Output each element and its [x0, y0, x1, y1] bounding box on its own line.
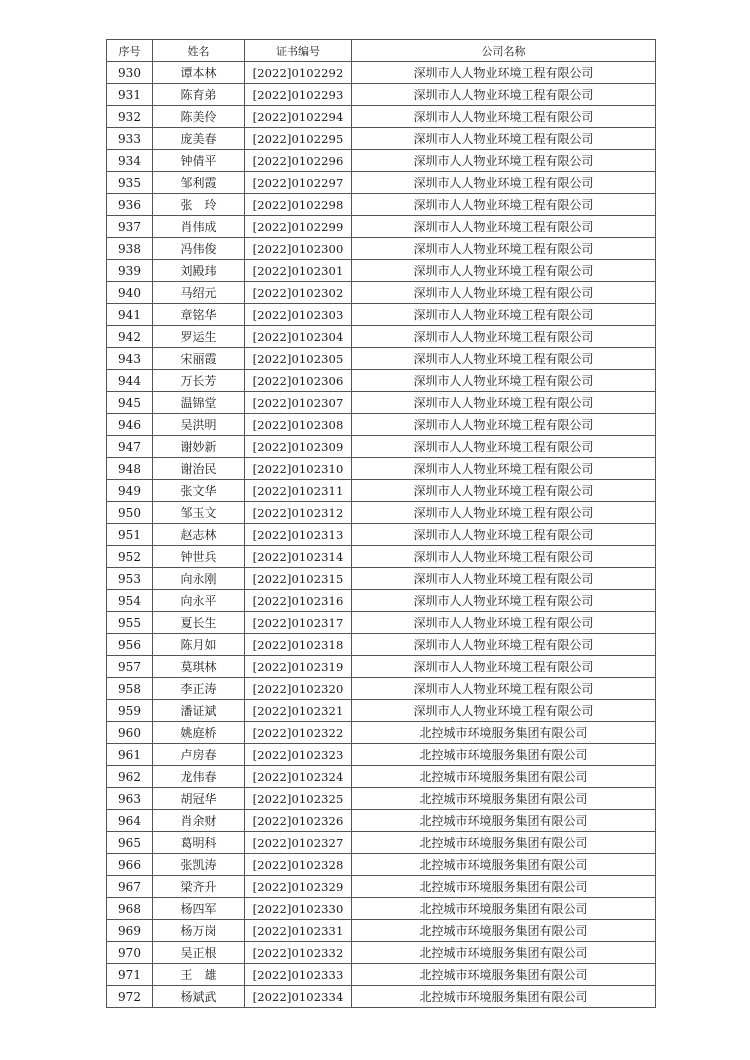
seq-cell: 965: [107, 832, 153, 854]
company-cell: 深圳市人人物业环境工程有限公司: [352, 590, 656, 612]
table-row: [107, 590, 656, 612]
name-cell: 宋丽霞: [153, 348, 245, 370]
table-row: [107, 700, 656, 722]
seq-cell: 931: [107, 84, 153, 106]
company-cell: 北控城市环境服务集团有限公司: [352, 920, 656, 942]
company-cell: 深圳市人人物业环境工程有限公司: [352, 546, 656, 568]
cert-number-cell: [2022]0102324: [245, 766, 352, 788]
table-row: [107, 722, 656, 744]
table-row: [107, 150, 656, 172]
cert-number-cell: [2022]0102300: [245, 238, 352, 260]
seq-cell: 947: [107, 436, 153, 458]
seq-cell: 946: [107, 414, 153, 436]
cert-number-cell: [2022]0102334: [245, 986, 352, 1008]
cert-number-cell: [2022]0102296: [245, 150, 352, 172]
company-cell: 深圳市人人物业环境工程有限公司: [352, 656, 656, 678]
company-cell: 深圳市人人物业环境工程有限公司: [352, 502, 656, 524]
name-cell: 梁齐升: [153, 876, 245, 898]
certificate-roster-table: [106, 39, 656, 1008]
table-row: [107, 282, 656, 304]
name-cell: 潘证斌: [153, 700, 245, 722]
name-cell: 张 玲: [153, 194, 245, 216]
seq-cell: 968: [107, 898, 153, 920]
company-cell: 深圳市人人物业环境工程有限公司: [352, 216, 656, 238]
name-cell: 龙伟春: [153, 766, 245, 788]
table-row: [107, 810, 656, 832]
seq-cell: 963: [107, 788, 153, 810]
seq-cell: 950: [107, 502, 153, 524]
cert-number-cell: [2022]0102311: [245, 480, 352, 502]
seq-cell: 943: [107, 348, 153, 370]
seq-cell: 961: [107, 744, 153, 766]
table-row: [107, 216, 656, 238]
seq-cell: 971: [107, 964, 153, 986]
name-cell: 陈月如: [153, 634, 245, 656]
cert-number-cell: [2022]0102297: [245, 172, 352, 194]
name-cell: 张文华: [153, 480, 245, 502]
cert-number-cell: [2022]0102312: [245, 502, 352, 524]
cert-number-cell: [2022]0102328: [245, 854, 352, 876]
name-cell: 向永平: [153, 590, 245, 612]
seq-cell: 957: [107, 656, 153, 678]
name-cell: 万长芳: [153, 370, 245, 392]
name-cell: 赵志林: [153, 524, 245, 546]
cert-number-cell: [2022]0102322: [245, 722, 352, 744]
seq-cell: 959: [107, 700, 153, 722]
table-row: [107, 524, 656, 546]
company-cell: 深圳市人人物业环境工程有限公司: [352, 172, 656, 194]
table-row: [107, 128, 656, 150]
name-cell: 吴洪明: [153, 414, 245, 436]
table-row: [107, 106, 656, 128]
seq-cell: 942: [107, 326, 153, 348]
table-row: [107, 392, 656, 414]
company-cell: 深圳市人人物业环境工程有限公司: [352, 568, 656, 590]
seq-cell: 941: [107, 304, 153, 326]
seq-cell: 948: [107, 458, 153, 480]
table-row: [107, 656, 656, 678]
name-cell: 卢房春: [153, 744, 245, 766]
company-cell: 深圳市人人物业环境工程有限公司: [352, 304, 656, 326]
seq-cell: 960: [107, 722, 153, 744]
company-cell: 深圳市人人物业环境工程有限公司: [352, 348, 656, 370]
table-row: [107, 370, 656, 392]
cert-number-cell: [2022]0102294: [245, 106, 352, 128]
company-cell: 深圳市人人物业环境工程有限公司: [352, 282, 656, 304]
cert-number-cell: [2022]0102303: [245, 304, 352, 326]
name-cell: 夏长生: [153, 612, 245, 634]
cert-number-cell: [2022]0102308: [245, 414, 352, 436]
company-cell: 深圳市人人物业环境工程有限公司: [352, 62, 656, 84]
name-cell: 王 雄: [153, 964, 245, 986]
name-cell: 胡冠华: [153, 788, 245, 810]
seq-cell: 953: [107, 568, 153, 590]
table-row: [107, 414, 656, 436]
table-row: [107, 832, 656, 854]
cert-number-cell: [2022]0102302: [245, 282, 352, 304]
table-row: [107, 348, 656, 370]
name-cell: 冯伟俊: [153, 238, 245, 260]
seq-cell: 930: [107, 62, 153, 84]
cert-number-cell: [2022]0102295: [245, 128, 352, 150]
seq-cell: 932: [107, 106, 153, 128]
table-row: [107, 744, 656, 766]
company-cell: 深圳市人人物业环境工程有限公司: [352, 370, 656, 392]
company-cell: 北控城市环境服务集团有限公司: [352, 942, 656, 964]
company-cell: 北控城市环境服务集团有限公司: [352, 788, 656, 810]
table-row: [107, 766, 656, 788]
table-body: [107, 62, 656, 1008]
table-row: [107, 964, 656, 986]
seq-cell: 936: [107, 194, 153, 216]
name-cell: 谢妙新: [153, 436, 245, 458]
table-row: [107, 854, 656, 876]
name-cell: 温锦堂: [153, 392, 245, 414]
cert-number-cell: [2022]0102331: [245, 920, 352, 942]
cert-number-cell: [2022]0102316: [245, 590, 352, 612]
table-row: [107, 568, 656, 590]
name-cell: 钟倩平: [153, 150, 245, 172]
cert-number-cell: [2022]0102306: [245, 370, 352, 392]
company-cell: 深圳市人人物业环境工程有限公司: [352, 150, 656, 172]
cert-number-cell: [2022]0102333: [245, 964, 352, 986]
cert-number-cell: [2022]0102317: [245, 612, 352, 634]
company-cell: 深圳市人人物业环境工程有限公司: [352, 436, 656, 458]
table-row: [107, 62, 656, 84]
seq-cell: 939: [107, 260, 153, 282]
seq-cell: 966: [107, 854, 153, 876]
table-row: [107, 898, 656, 920]
table-row: [107, 678, 656, 700]
name-cell: 章铭华: [153, 304, 245, 326]
cert-number-cell: [2022]0102325: [245, 788, 352, 810]
table-row: [107, 634, 656, 656]
table-row: [107, 612, 656, 634]
company-cell: 深圳市人人物业环境工程有限公司: [352, 194, 656, 216]
name-cell: 张凯涛: [153, 854, 245, 876]
company-cell: 北控城市环境服务集团有限公司: [352, 810, 656, 832]
company-cell: 北控城市环境服务集团有限公司: [352, 832, 656, 854]
seq-cell: 935: [107, 172, 153, 194]
header-name: 姓名: [153, 40, 245, 62]
cert-number-cell: [2022]0102332: [245, 942, 352, 964]
seq-cell: 964: [107, 810, 153, 832]
company-cell: 北控城市环境服务集团有限公司: [352, 986, 656, 1008]
seq-cell: 940: [107, 282, 153, 304]
table-row: [107, 920, 656, 942]
header-company: 公司名称: [352, 40, 656, 62]
table-row: [107, 876, 656, 898]
company-cell: 深圳市人人物业环境工程有限公司: [352, 326, 656, 348]
name-cell: 肖伟成: [153, 216, 245, 238]
cert-number-cell: [2022]0102313: [245, 524, 352, 546]
cert-number-cell: [2022]0102318: [245, 634, 352, 656]
company-cell: 深圳市人人物业环境工程有限公司: [352, 524, 656, 546]
seq-cell: 952: [107, 546, 153, 568]
cert-number-cell: [2022]0102292: [245, 62, 352, 84]
seq-cell: 933: [107, 128, 153, 150]
name-cell: 谭本林: [153, 62, 245, 84]
table-row: [107, 502, 656, 524]
name-cell: 肖余财: [153, 810, 245, 832]
seq-cell: 954: [107, 590, 153, 612]
table-row: [107, 436, 656, 458]
table-row: [107, 172, 656, 194]
seq-cell: 944: [107, 370, 153, 392]
company-cell: 深圳市人人物业环境工程有限公司: [352, 106, 656, 128]
name-cell: 马绍元: [153, 282, 245, 304]
name-cell: 葛明科: [153, 832, 245, 854]
cert-number-cell: [2022]0102301: [245, 260, 352, 282]
header-cert-number: 证书编号: [245, 40, 352, 62]
seq-cell: 969: [107, 920, 153, 942]
table-row: [107, 84, 656, 106]
table-row: [107, 194, 656, 216]
header-row: [107, 40, 656, 62]
company-cell: 深圳市人人物业环境工程有限公司: [352, 84, 656, 106]
company-cell: 深圳市人人物业环境工程有限公司: [352, 634, 656, 656]
company-cell: 深圳市人人物业环境工程有限公司: [352, 700, 656, 722]
company-cell: 深圳市人人物业环境工程有限公司: [352, 392, 656, 414]
cert-number-cell: [2022]0102323: [245, 744, 352, 766]
company-cell: 北控城市环境服务集团有限公司: [352, 722, 656, 744]
cert-number-cell: [2022]0102305: [245, 348, 352, 370]
cert-number-cell: [2022]0102293: [245, 84, 352, 106]
name-cell: 邹利霞: [153, 172, 245, 194]
table-row: [107, 326, 656, 348]
seq-cell: 937: [107, 216, 153, 238]
seq-cell: 945: [107, 392, 153, 414]
name-cell: 李正涛: [153, 678, 245, 700]
table-row: [107, 942, 656, 964]
cert-number-cell: [2022]0102330: [245, 898, 352, 920]
company-cell: 北控城市环境服务集团有限公司: [352, 744, 656, 766]
company-cell: 北控城市环境服务集团有限公司: [352, 898, 656, 920]
name-cell: 向永刚: [153, 568, 245, 590]
company-cell: 深圳市人人物业环境工程有限公司: [352, 238, 656, 260]
seq-cell: 934: [107, 150, 153, 172]
name-cell: 杨斌武: [153, 986, 245, 1008]
cert-number-cell: [2022]0102315: [245, 568, 352, 590]
seq-cell: 972: [107, 986, 153, 1008]
company-cell: 深圳市人人物业环境工程有限公司: [352, 128, 656, 150]
seq-cell: 962: [107, 766, 153, 788]
cert-number-cell: [2022]0102320: [245, 678, 352, 700]
name-cell: 杨四军: [153, 898, 245, 920]
name-cell: 钟世兵: [153, 546, 245, 568]
cert-number-cell: [2022]0102329: [245, 876, 352, 898]
company-cell: 北控城市环境服务集团有限公司: [352, 766, 656, 788]
cert-number-cell: [2022]0102327: [245, 832, 352, 854]
table-header: [107, 40, 656, 62]
seq-cell: 956: [107, 634, 153, 656]
cert-number-cell: [2022]0102314: [245, 546, 352, 568]
company-cell: 深圳市人人物业环境工程有限公司: [352, 612, 656, 634]
name-cell: 刘殿玮: [153, 260, 245, 282]
company-cell: 深圳市人人物业环境工程有限公司: [352, 260, 656, 282]
cert-number-cell: [2022]0102299: [245, 216, 352, 238]
seq-cell: 967: [107, 876, 153, 898]
table-row: [107, 458, 656, 480]
company-cell: 深圳市人人物业环境工程有限公司: [352, 458, 656, 480]
seq-cell: 970: [107, 942, 153, 964]
name-cell: 罗运生: [153, 326, 245, 348]
cert-number-cell: [2022]0102321: [245, 700, 352, 722]
table-row: [107, 986, 656, 1008]
table-row: [107, 238, 656, 260]
cert-number-cell: [2022]0102319: [245, 656, 352, 678]
cert-number-cell: [2022]0102309: [245, 436, 352, 458]
name-cell: 莫琪林: [153, 656, 245, 678]
name-cell: 姚庭桥: [153, 722, 245, 744]
seq-cell: 938: [107, 238, 153, 260]
cert-number-cell: [2022]0102307: [245, 392, 352, 414]
company-cell: 北控城市环境服务集团有限公司: [352, 964, 656, 986]
cert-number-cell: [2022]0102326: [245, 810, 352, 832]
company-cell: 深圳市人人物业环境工程有限公司: [352, 480, 656, 502]
company-cell: 深圳市人人物业环境工程有限公司: [352, 414, 656, 436]
name-cell: 陈育弟: [153, 84, 245, 106]
name-cell: 谢治民: [153, 458, 245, 480]
name-cell: 庞美春: [153, 128, 245, 150]
cert-number-cell: [2022]0102304: [245, 326, 352, 348]
name-cell: 杨万岗: [153, 920, 245, 942]
company-cell: 北控城市环境服务集团有限公司: [352, 876, 656, 898]
company-cell: 北控城市环境服务集团有限公司: [352, 854, 656, 876]
seq-cell: 955: [107, 612, 153, 634]
header-seq: 序号: [107, 40, 153, 62]
name-cell: 陈美伶: [153, 106, 245, 128]
cert-number-cell: [2022]0102310: [245, 458, 352, 480]
name-cell: 邹玉文: [153, 502, 245, 524]
table-row: [107, 304, 656, 326]
cert-number-cell: [2022]0102298: [245, 194, 352, 216]
seq-cell: 949: [107, 480, 153, 502]
table-row: [107, 480, 656, 502]
table-row: [107, 788, 656, 810]
company-cell: 深圳市人人物业环境工程有限公司: [352, 678, 656, 700]
name-cell: 吴正根: [153, 942, 245, 964]
seq-cell: 951: [107, 524, 153, 546]
table-row: [107, 260, 656, 282]
table-row: [107, 546, 656, 568]
seq-cell: 958: [107, 678, 153, 700]
